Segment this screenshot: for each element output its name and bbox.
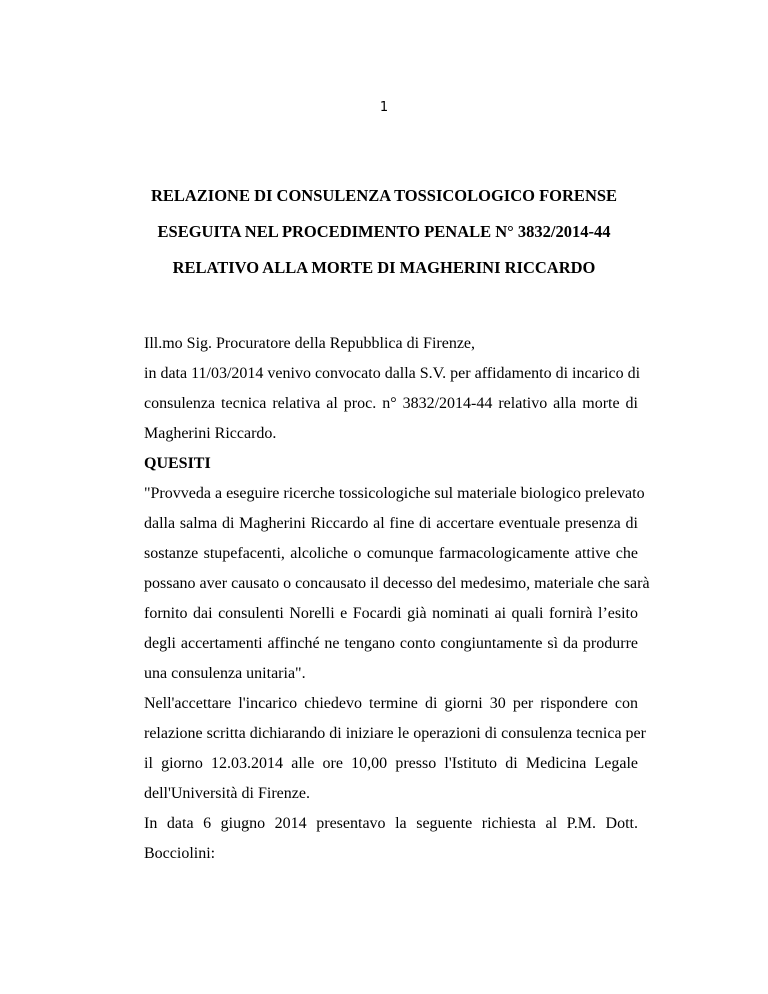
intro-line-2: consulenza tecnica relativa al proc. n° 3832/2014-44 relativo alla morte di bbox=[144, 395, 638, 412]
intro-paragraph bbox=[144, 359, 641, 449]
quesiti-line-5: fornito dai consulenti Norelli e Focardi già nominati ai quali fornirà l’esito bbox=[144, 605, 638, 622]
acceptance-line-4: dell'Università di Firenze. bbox=[144, 785, 310, 802]
acceptance-line-2: relazione scritta dichiarando di iniziare le operazioni di consulenza tecnica per bbox=[144, 725, 646, 742]
acceptance-line-1: Nell'accettare l'incarico chiedevo termine di giorni 30 per rispondere con bbox=[144, 695, 638, 712]
page-number: 1 bbox=[379, 100, 389, 115]
intro-line-3: Magherini Riccardo. bbox=[144, 425, 277, 442]
quesiti-line-3: sostanze stupefacenti, alcoliche o comunque farmacologicamente attive che bbox=[144, 545, 638, 562]
quesiti-line-1: "Provveda a eseguire ricerche tossicologiche sul materiale biologico prelevato bbox=[144, 485, 645, 502]
document-title bbox=[0, 178, 768, 286]
title-line-1: RELAZIONE DI CONSULENZA TOSSICOLOGICO FORENSE bbox=[150, 186, 618, 205]
quesiti-line-4: possano aver causato o concausato il decesso del medesimo, materiale che sarà bbox=[144, 575, 650, 592]
request-paragraph bbox=[144, 809, 638, 869]
salutation: Ill.mo Sig. Procuratore della Repubblica di Firenze, bbox=[144, 335, 476, 352]
acceptance-paragraph bbox=[144, 689, 646, 809]
quesiti-paragraph bbox=[144, 479, 650, 689]
intro-line-1: in data 11/03/2014 venivo convocato dalla S.V. per affidamento di incarico di bbox=[144, 365, 641, 382]
quesiti-line-6: degli accertamenti affinché ne tengano conto congiuntamente sì da produrre bbox=[144, 635, 638, 652]
title-line-2: ESEGUITA NEL PROCEDIMENTO PENALE N° 3832/2014-44 bbox=[157, 222, 611, 241]
title-line-3: RELATIVO ALLA MORTE DI MAGHERINI RICCARDO bbox=[172, 258, 596, 277]
quesiti-line-7: una consulenza unitaria". bbox=[144, 665, 306, 682]
document-body bbox=[144, 329, 650, 869]
request-line-1: In data 6 giugno 2014 presentavo la seguente richiesta al P.M. Dott. bbox=[144, 815, 638, 832]
quesiti-line-2: dalla salma di Magherini Riccardo al fine di accertare eventuale presenza di bbox=[144, 515, 638, 532]
request-line-2: Bocciolini: bbox=[144, 845, 216, 862]
quesiti-heading: QUESITI bbox=[144, 455, 211, 472]
acceptance-line-3: il giorno 12.03.2014 alle ore 10,00 presso l'Istituto di Medicina Legale bbox=[144, 755, 638, 772]
